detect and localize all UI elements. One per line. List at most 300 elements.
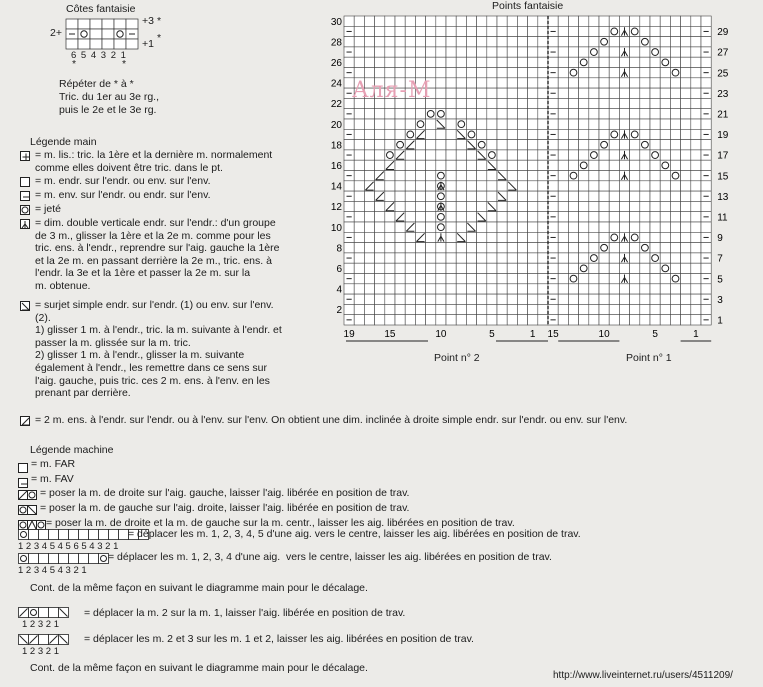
chart-cell xyxy=(640,222,650,232)
chart-cell xyxy=(415,68,425,78)
chart-cell xyxy=(568,201,578,211)
chart-cell xyxy=(701,78,711,88)
chart-cell xyxy=(517,294,527,304)
chart-cell xyxy=(691,109,701,119)
chart-cell xyxy=(681,26,691,36)
cotes-cell xyxy=(66,39,78,49)
chart-cell xyxy=(670,98,680,108)
chart-cell xyxy=(517,16,527,26)
chart-cell xyxy=(599,222,609,232)
chart-cell xyxy=(589,274,599,284)
chart-cell xyxy=(548,57,558,67)
chart-cell xyxy=(599,88,609,98)
chart-cell xyxy=(507,68,517,78)
chart-cell xyxy=(691,232,701,242)
chart-cell xyxy=(609,57,619,67)
chart-cell xyxy=(426,68,436,78)
chart-cell xyxy=(446,222,456,232)
chart-cell xyxy=(670,201,680,211)
chart-cell xyxy=(364,160,374,170)
chart-cell xyxy=(344,16,354,26)
chart-cell xyxy=(466,109,476,119)
chart-cell xyxy=(660,243,670,253)
chart-cell xyxy=(395,129,405,139)
mini-cell xyxy=(29,554,39,564)
machine-item2-text: = poser la m. de gauche sur l'aig. droite, laisser l'aig. libérée en position de trav. xyxy=(40,502,410,514)
chart-cell xyxy=(477,294,487,304)
chart-cell xyxy=(497,119,507,129)
chart-cell xyxy=(528,191,538,201)
chart-cell xyxy=(568,98,578,108)
chart-cell xyxy=(436,16,446,26)
chart-cell xyxy=(405,201,415,211)
chart-cell xyxy=(466,181,476,191)
chart-cell xyxy=(364,57,374,67)
cotes-cell xyxy=(102,39,114,49)
chart-cell xyxy=(599,232,609,242)
chart-cell xyxy=(517,140,527,150)
circle-box-icon xyxy=(20,205,30,215)
knitting-chart xyxy=(330,14,734,374)
chart-cell xyxy=(589,243,599,253)
chart-cell xyxy=(568,26,578,36)
chart-cell xyxy=(364,16,374,26)
chart-cell xyxy=(681,212,691,222)
chart-cell xyxy=(415,171,425,181)
machine-item4-text: = déplacer les m. 1, 2, 3, 4, 5 d'une aig. vers le centre, laisser les aig. libérées en position de trav. xyxy=(128,528,581,540)
chart-cell xyxy=(364,129,374,139)
chart-cell xyxy=(609,274,619,284)
chart-cell xyxy=(446,171,456,181)
chart-cell xyxy=(538,78,548,88)
chart-cell xyxy=(354,181,364,191)
chart-cell xyxy=(436,129,446,139)
legend-dash-text: = m. env. sur l'endr. ou endr. sur l'env. xyxy=(35,189,211,201)
chart-cell xyxy=(364,294,374,304)
machine-item5-text: = déplacer les m. 1, 2, 3, 4 d'une aig. vers le centre, laisser les aig. libérées en position de trav. xyxy=(108,551,552,563)
chart-cell xyxy=(681,201,691,211)
chart-cell xyxy=(517,37,527,47)
chart-cell xyxy=(619,315,629,325)
chart-cell xyxy=(619,140,629,150)
chart-cell xyxy=(691,160,701,170)
chart-cell xyxy=(477,78,487,88)
chart-cell xyxy=(650,78,660,88)
chart-cell xyxy=(405,47,415,57)
chart-cell xyxy=(426,37,436,47)
chart-cell xyxy=(507,129,517,139)
chart-cell xyxy=(558,212,568,222)
chart-cell xyxy=(691,78,701,88)
chart-cell xyxy=(375,222,385,232)
chart-cell xyxy=(650,57,660,67)
chart-cell xyxy=(466,284,476,294)
chart-cell xyxy=(650,263,660,273)
chart-cell xyxy=(426,201,436,211)
chart-cell xyxy=(364,212,374,222)
chart-cell xyxy=(630,191,640,201)
chart-cell xyxy=(681,315,691,325)
chart-cell xyxy=(619,98,629,108)
chart-cell xyxy=(354,109,364,119)
chart-cell xyxy=(385,243,395,253)
chart-cell xyxy=(477,274,487,284)
chart-cell xyxy=(466,274,476,284)
chart-cell xyxy=(517,88,527,98)
chart-cell xyxy=(579,191,589,201)
chart-cell xyxy=(507,109,517,119)
chart-cell xyxy=(650,222,660,232)
chart-cell xyxy=(456,16,466,26)
chart-cell xyxy=(507,171,517,181)
chart-cell xyxy=(609,212,619,222)
chart-cell xyxy=(660,284,670,294)
chart-cell xyxy=(466,253,476,263)
row-label-right: 9 xyxy=(717,233,723,245)
chart-cell xyxy=(385,212,395,222)
chart-cell xyxy=(538,253,548,263)
chart-cell xyxy=(395,37,405,47)
chart-cell xyxy=(589,78,599,88)
chart-cell xyxy=(364,119,374,129)
chart-cell xyxy=(548,119,558,129)
chart-cell xyxy=(436,263,446,273)
chart-cell xyxy=(456,253,466,263)
chart-cell xyxy=(650,88,660,98)
chart-cell xyxy=(579,181,589,191)
chart-cell xyxy=(568,78,578,88)
cotes-title: Côtes fantaisie xyxy=(66,3,136,15)
chart-cell xyxy=(354,119,364,129)
chart-cell xyxy=(466,78,476,88)
chart-cell xyxy=(640,78,650,88)
legend-triple-text: = dim. double verticale endr. sur l'endr.: d'un groupe de 3 m., glisser la 1ère et la 2e m. comme pour les tric. ens. à l'endr., reprendre sur l'aig. gauche la 1ère et la 2e m. en passant derrière la 2e m., tric. ens. à l'endr. la 3e et la 1ère et passer la 2e m. sur la m. obtenue. xyxy=(35,217,280,292)
chart-cell xyxy=(395,57,405,67)
chart-cell xyxy=(691,191,701,201)
chart-cell xyxy=(528,150,538,160)
chart-cell xyxy=(528,78,538,88)
chart-cell xyxy=(507,160,517,170)
chart-cell xyxy=(436,253,446,263)
chart-cell xyxy=(599,191,609,201)
chart-cell xyxy=(528,274,538,284)
chart-cell xyxy=(691,253,701,263)
chart-cell xyxy=(568,263,578,273)
chart-cell xyxy=(466,304,476,314)
column-label: 10 xyxy=(598,329,610,340)
chart-cell xyxy=(599,315,609,325)
chart-cell xyxy=(548,304,558,314)
chart-cell xyxy=(456,68,466,78)
chart-cell xyxy=(517,119,527,129)
chart-cell xyxy=(497,16,507,26)
chart-cell xyxy=(344,57,354,67)
chart-cell xyxy=(364,47,374,57)
chart-cell xyxy=(497,253,507,263)
chart-cell xyxy=(344,160,354,170)
chart-cell xyxy=(630,212,640,222)
chart-cell xyxy=(477,119,487,129)
chart-cell xyxy=(497,181,507,191)
chart-cell xyxy=(415,47,425,57)
chart-cell xyxy=(650,109,660,119)
chart-cell xyxy=(609,304,619,314)
chart-cell xyxy=(415,140,425,150)
chart-cell xyxy=(670,129,680,139)
chart-cell xyxy=(691,201,701,211)
chart-cell xyxy=(670,47,680,57)
chart-cell xyxy=(364,232,374,242)
chart-cell xyxy=(497,88,507,98)
chart-cell xyxy=(415,212,425,222)
chart-cell xyxy=(354,201,364,211)
chart-cell xyxy=(385,171,395,181)
chart-cell xyxy=(456,181,466,191)
chart-cell xyxy=(670,232,680,242)
chart-cell xyxy=(415,222,425,232)
cotes-line3: puis le 2e et le 3e rg. xyxy=(59,104,157,116)
row-label-right: 27 xyxy=(717,47,729,59)
chart-cell xyxy=(538,68,548,78)
chart-cell xyxy=(619,160,629,170)
chart-cell xyxy=(395,68,405,78)
chart-cell xyxy=(497,284,507,294)
column-label: 5 xyxy=(652,329,658,340)
legend-plus xyxy=(20,150,33,163)
chart-cell xyxy=(395,201,405,211)
chart-cell xyxy=(538,47,548,57)
chart-cell xyxy=(701,243,711,253)
chart-cell xyxy=(640,160,650,170)
row-label-left: 20 xyxy=(330,119,342,131)
chart-cell xyxy=(609,294,619,304)
chart-cell xyxy=(619,304,629,314)
chart-cell xyxy=(426,150,436,160)
chart-cell xyxy=(426,315,436,325)
chart-cell xyxy=(405,150,415,160)
chart-cell xyxy=(405,119,415,129)
chart-cell xyxy=(568,191,578,201)
chart-cell xyxy=(609,315,619,325)
chart-cell xyxy=(477,243,487,253)
chart-cell xyxy=(681,68,691,78)
chart-cell xyxy=(579,129,589,139)
chart-cell xyxy=(630,88,640,98)
chart-cell xyxy=(528,243,538,253)
chart-cell xyxy=(477,26,487,36)
chart-cell xyxy=(630,68,640,78)
chart-cell xyxy=(660,98,670,108)
chart-cell xyxy=(517,201,527,211)
chart-cell xyxy=(436,26,446,36)
chart-cell xyxy=(446,304,456,314)
chart-cell xyxy=(568,253,578,263)
chart-cell xyxy=(466,201,476,211)
chart-cell xyxy=(599,304,609,314)
chart-cell xyxy=(344,181,354,191)
star-mark: * xyxy=(157,15,162,27)
chart-cell xyxy=(507,98,517,108)
chart-cell xyxy=(589,222,599,232)
chart-cell xyxy=(446,109,456,119)
chart-cell xyxy=(568,57,578,67)
chart-cell xyxy=(538,98,548,108)
chart-cell xyxy=(609,37,619,47)
mini-cell xyxy=(89,554,99,564)
chart-cell xyxy=(426,253,436,263)
chart-cell xyxy=(701,201,711,211)
chart-cell xyxy=(405,263,415,273)
chart-cell xyxy=(385,232,395,242)
chart-cell xyxy=(548,140,558,150)
chart-cell xyxy=(670,263,680,273)
chart-cell xyxy=(456,274,466,284)
star-mark: * xyxy=(72,58,77,70)
chart-cell xyxy=(375,47,385,57)
chart-cell xyxy=(375,232,385,242)
chart-cell xyxy=(650,68,660,78)
chart-cell xyxy=(364,150,374,160)
chart-cell xyxy=(446,284,456,294)
chart-cell xyxy=(466,294,476,304)
chart-cell xyxy=(681,98,691,108)
chart-cell xyxy=(466,16,476,26)
chart-cell xyxy=(538,16,548,26)
chart-cell xyxy=(477,68,487,78)
chart-cell xyxy=(640,181,650,191)
chart-cell xyxy=(670,284,680,294)
chart-cell xyxy=(701,284,711,294)
chart-cell xyxy=(691,181,701,191)
chart-cell xyxy=(599,78,609,88)
chart-cell xyxy=(691,129,701,139)
chart-cell xyxy=(517,129,527,139)
chart-cell xyxy=(640,98,650,108)
chart-cell xyxy=(538,119,548,129)
chart-cell xyxy=(538,274,548,284)
chart-cell xyxy=(558,140,568,150)
chart-cell xyxy=(415,263,425,273)
chart-cell xyxy=(589,16,599,26)
row-label-left: 30 xyxy=(330,16,342,28)
chart-cell xyxy=(426,263,436,273)
chart-cell xyxy=(456,160,466,170)
chart-cell xyxy=(579,274,589,284)
chart-cell xyxy=(446,119,456,129)
chart-cell xyxy=(436,284,446,294)
chart-cell xyxy=(528,284,538,294)
chart-cell xyxy=(487,68,497,78)
chart-cell xyxy=(517,47,527,57)
chart-cell xyxy=(670,294,680,304)
chart-cell xyxy=(589,88,599,98)
machine-item5-nums: 1 2 3 4 5 4 3 2 1 xyxy=(18,565,87,576)
chart-cell xyxy=(558,57,568,67)
plus-box-icon xyxy=(20,151,30,161)
chart-cell xyxy=(670,150,680,160)
chart-cell xyxy=(609,263,619,273)
chart-cell xyxy=(395,315,405,325)
chart-cell xyxy=(528,304,538,314)
column-label: 15 xyxy=(384,329,396,340)
chart-cell xyxy=(354,171,364,181)
chart-cell xyxy=(660,201,670,211)
chart-cell xyxy=(660,253,670,263)
chart-cell xyxy=(415,304,425,314)
chart-cell xyxy=(548,78,558,88)
chart-cell xyxy=(589,284,599,294)
chart-cell xyxy=(528,57,538,67)
chart-cell xyxy=(477,109,487,119)
chart-cell xyxy=(599,16,609,26)
chart-cell xyxy=(415,37,425,47)
chart-cell xyxy=(558,315,568,325)
chart-cell xyxy=(466,263,476,273)
chart-cell xyxy=(670,243,680,253)
chart-cell xyxy=(681,16,691,26)
mini-cell xyxy=(69,554,79,564)
chart-cell xyxy=(599,181,609,191)
chart-cell xyxy=(426,274,436,284)
chart-cell xyxy=(517,284,527,294)
chart-cell xyxy=(517,98,527,108)
row-label-left: 24 xyxy=(330,78,342,90)
chart-cell xyxy=(385,263,395,273)
chart-cell xyxy=(548,181,558,191)
chart-cell xyxy=(599,119,609,129)
chart-cell xyxy=(681,109,691,119)
machine-item6-text: = déplacer la m. 2 sur la m. 1, laisser l'aig. libérée en position de trav. xyxy=(84,607,406,619)
chart-cell xyxy=(517,150,527,160)
chart-cell xyxy=(630,222,640,232)
chart-cell xyxy=(579,315,589,325)
chart-cell xyxy=(630,37,640,47)
chart-cell xyxy=(517,26,527,36)
chart-cell xyxy=(456,78,466,88)
chart-cell xyxy=(660,171,670,181)
chart-cell xyxy=(446,243,456,253)
chart-cell xyxy=(487,284,497,294)
chart-cell xyxy=(528,119,538,129)
chart-cell xyxy=(517,68,527,78)
chart-cell xyxy=(415,274,425,284)
chart-cell xyxy=(354,212,364,222)
chart-cell xyxy=(375,201,385,211)
chart-cell xyxy=(395,109,405,119)
chart-cell xyxy=(466,243,476,253)
chart-cell xyxy=(538,222,548,232)
chart-cell xyxy=(599,47,609,57)
chart-cell xyxy=(364,201,374,211)
chart-cell xyxy=(609,160,619,170)
chart-cell xyxy=(507,140,517,150)
row-label-left: 28 xyxy=(330,37,342,49)
chart-cell xyxy=(568,222,578,232)
chart-cell xyxy=(538,140,548,150)
chart-cell xyxy=(599,57,609,67)
chart-cell xyxy=(446,232,456,242)
chart-cell xyxy=(650,140,660,150)
row-label-right: 1 xyxy=(717,315,723,327)
chart-cell xyxy=(691,263,701,273)
chart-cell xyxy=(589,171,599,181)
chart-cell xyxy=(517,222,527,232)
machine-legend-title: Légende machine xyxy=(30,444,114,456)
chart-cell xyxy=(568,160,578,170)
chart-cell xyxy=(487,37,497,47)
row-label-right: 25 xyxy=(717,68,729,80)
machine-item3-text: = poser la m. de droite et la m. de gauche sur la m. centr., laisser les aig. libérées en position de trav. xyxy=(46,517,515,529)
